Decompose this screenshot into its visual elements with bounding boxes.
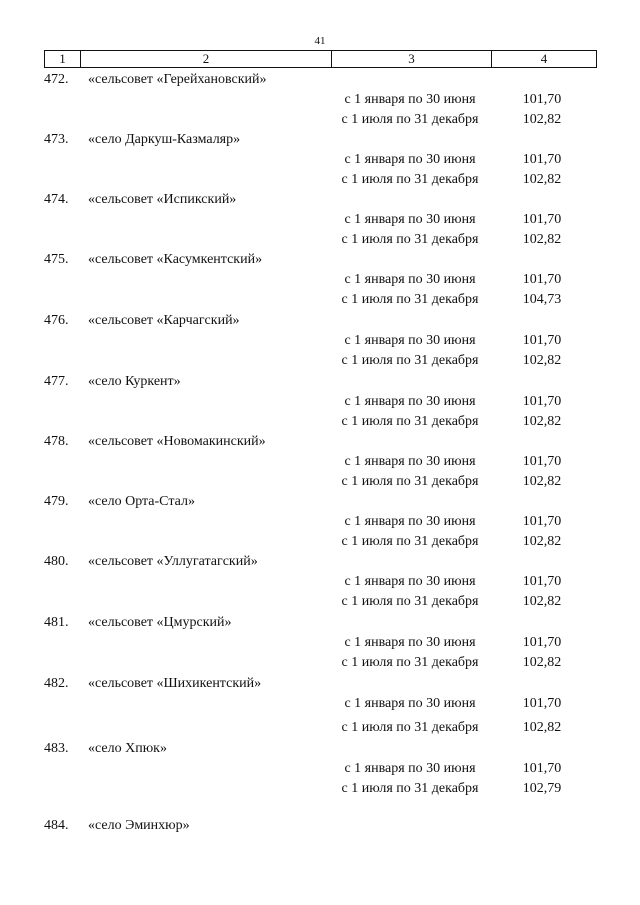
index-value-second-half: 104,73: [522, 292, 562, 307]
period-first-half: с 1 января по 30 июня: [344, 454, 476, 469]
period-second-half: с 1 июля по 31 декабря: [341, 292, 479, 307]
entry-name: «сельсовет «Цмурский»: [88, 615, 232, 630]
column-header-1: 1: [45, 51, 81, 68]
entry-name: «село Даркуш-Казмаляр»: [88, 132, 241, 147]
entry-number: 473.: [44, 132, 69, 147]
index-value-second-half: 102,82: [522, 594, 562, 609]
period-first-half: с 1 января по 30 июня: [344, 92, 476, 107]
index-value-second-half: 102,79: [522, 781, 562, 796]
entry-heading-row: [0, 190, 640, 210]
period-second-half: с 1 июля по 31 декабря: [341, 112, 479, 127]
column-header-3: 3: [332, 51, 492, 68]
index-value-first-half: 101,70: [522, 212, 562, 227]
entry-name: «село Куркент»: [88, 374, 181, 389]
entry-heading-row: [0, 674, 640, 694]
entry-heading-row: [0, 816, 640, 836]
index-value-first-half: 101,70: [522, 92, 562, 107]
entry-heading-row: [0, 739, 640, 759]
period-first-half: с 1 января по 30 июня: [344, 152, 476, 167]
index-value-first-half: 101,70: [522, 394, 562, 409]
page-number: 41: [314, 35, 326, 47]
period-second-half: с 1 июля по 31 декабря: [341, 720, 479, 735]
entry-number: 482.: [44, 676, 69, 691]
period-first-half: с 1 января по 30 июня: [344, 514, 476, 529]
entry-heading-row: [0, 311, 640, 331]
entry-heading-row: [0, 250, 640, 270]
period-second-half: с 1 июля по 31 декабря: [341, 414, 479, 429]
period-row: [0, 150, 640, 170]
entry-heading-row: [0, 70, 640, 90]
period-row: [0, 653, 640, 673]
period-row: [0, 779, 640, 799]
period-row: [0, 290, 640, 310]
entry-name: «сельсовет «Касумкентский»: [88, 252, 263, 267]
period-second-half: с 1 июля по 31 декабря: [341, 594, 479, 609]
index-value-first-half: 101,70: [522, 152, 562, 167]
period-row: [0, 532, 640, 552]
entry-name: «село Орта-Стал»: [88, 494, 195, 509]
index-value-second-half: 102,82: [522, 112, 562, 127]
period-row: [0, 351, 640, 371]
period-second-half: с 1 июля по 31 декабря: [341, 534, 479, 549]
entry-heading-row: [0, 130, 640, 150]
entry-heading-row: [0, 372, 640, 392]
period-row: [0, 472, 640, 492]
period-first-half: с 1 января по 30 июня: [344, 394, 476, 409]
period-row: [0, 512, 640, 532]
period-first-half: с 1 января по 30 июня: [344, 635, 476, 650]
period-row: [0, 412, 640, 432]
period-second-half: с 1 июля по 31 декабря: [341, 232, 479, 247]
period-row: [0, 633, 640, 653]
column-header-4: 4: [492, 51, 597, 68]
entry-heading-row: [0, 613, 640, 633]
period-row: [0, 392, 640, 412]
period-second-half: с 1 июля по 31 декабря: [341, 353, 479, 368]
entry-number: 478.: [44, 434, 69, 449]
column-header-2: 2: [81, 51, 332, 68]
entry-number: 475.: [44, 252, 69, 267]
index-value-second-half: 102,82: [522, 720, 562, 735]
period-row: [0, 592, 640, 612]
entry-name: «сельсовет «Карчагский»: [88, 313, 240, 328]
index-value-second-half: 102,82: [522, 172, 562, 187]
period-first-half: с 1 января по 30 июня: [344, 574, 476, 589]
entry-name: «село Эминхюр»: [88, 818, 190, 833]
period-second-half: с 1 июля по 31 декабря: [341, 655, 479, 670]
entry-name: «село Хпюк»: [88, 741, 167, 756]
entry-number: 484.: [44, 818, 69, 833]
entry-number: 474.: [44, 192, 69, 207]
index-value-first-half: 101,70: [522, 696, 562, 711]
period-row: [0, 270, 640, 290]
entry-number: 480.: [44, 554, 69, 569]
index-value-first-half: 101,70: [522, 454, 562, 469]
period-row: [0, 718, 640, 738]
entry-number: 483.: [44, 741, 69, 756]
period-first-half: с 1 января по 30 июня: [344, 333, 476, 348]
index-value-second-half: 102,82: [522, 232, 562, 247]
index-value-first-half: 101,70: [522, 514, 562, 529]
period-row: [0, 694, 640, 714]
period-row: [0, 170, 640, 190]
index-value-second-half: 102,82: [522, 414, 562, 429]
index-value-first-half: 101,70: [522, 574, 562, 589]
period-first-half: с 1 января по 30 июня: [344, 696, 476, 711]
index-value-first-half: 101,70: [522, 333, 562, 348]
index-value-second-half: 102,82: [522, 474, 562, 489]
entry-name: «сельсовет «Новомакинский»: [88, 434, 266, 449]
period-row: [0, 759, 640, 779]
period-first-half: с 1 января по 30 июня: [344, 212, 476, 227]
period-row: [0, 90, 640, 110]
index-value-second-half: 102,82: [522, 655, 562, 670]
period-second-half: с 1 июля по 31 декабря: [341, 474, 479, 489]
period-second-half: с 1 июля по 31 декабря: [341, 781, 479, 796]
entry-name: «сельсовет «Уллугатагский»: [88, 554, 258, 569]
index-value-second-half: 102,82: [522, 353, 562, 368]
entry-number: 479.: [44, 494, 69, 509]
period-row: [0, 210, 640, 230]
period-row: [0, 331, 640, 351]
period-first-half: с 1 января по 30 июня: [344, 272, 476, 287]
index-value-first-half: 101,70: [522, 635, 562, 650]
entry-name: «сельсовет «Шихикентский»: [88, 676, 262, 691]
period-row: [0, 572, 640, 592]
period-second-half: с 1 июля по 31 декабря: [341, 172, 479, 187]
index-value-first-half: 101,70: [522, 761, 562, 776]
entry-name: «сельсовет «Испикский»: [88, 192, 237, 207]
entry-name: «сельсовет «Герейхановский»: [88, 72, 267, 87]
entry-number: 477.: [44, 374, 69, 389]
index-value-second-half: 102,82: [522, 534, 562, 549]
entry-heading-row: [0, 492, 640, 512]
period-row: [0, 230, 640, 250]
index-value-first-half: 101,70: [522, 272, 562, 287]
entry-number: 476.: [44, 313, 69, 328]
period-row: [0, 452, 640, 472]
period-row: [0, 110, 640, 130]
entry-heading-row: [0, 432, 640, 452]
period-first-half: с 1 января по 30 июня: [344, 761, 476, 776]
entry-heading-row: [0, 552, 640, 572]
entry-number: 481.: [44, 615, 69, 630]
entry-number: 472.: [44, 72, 69, 87]
